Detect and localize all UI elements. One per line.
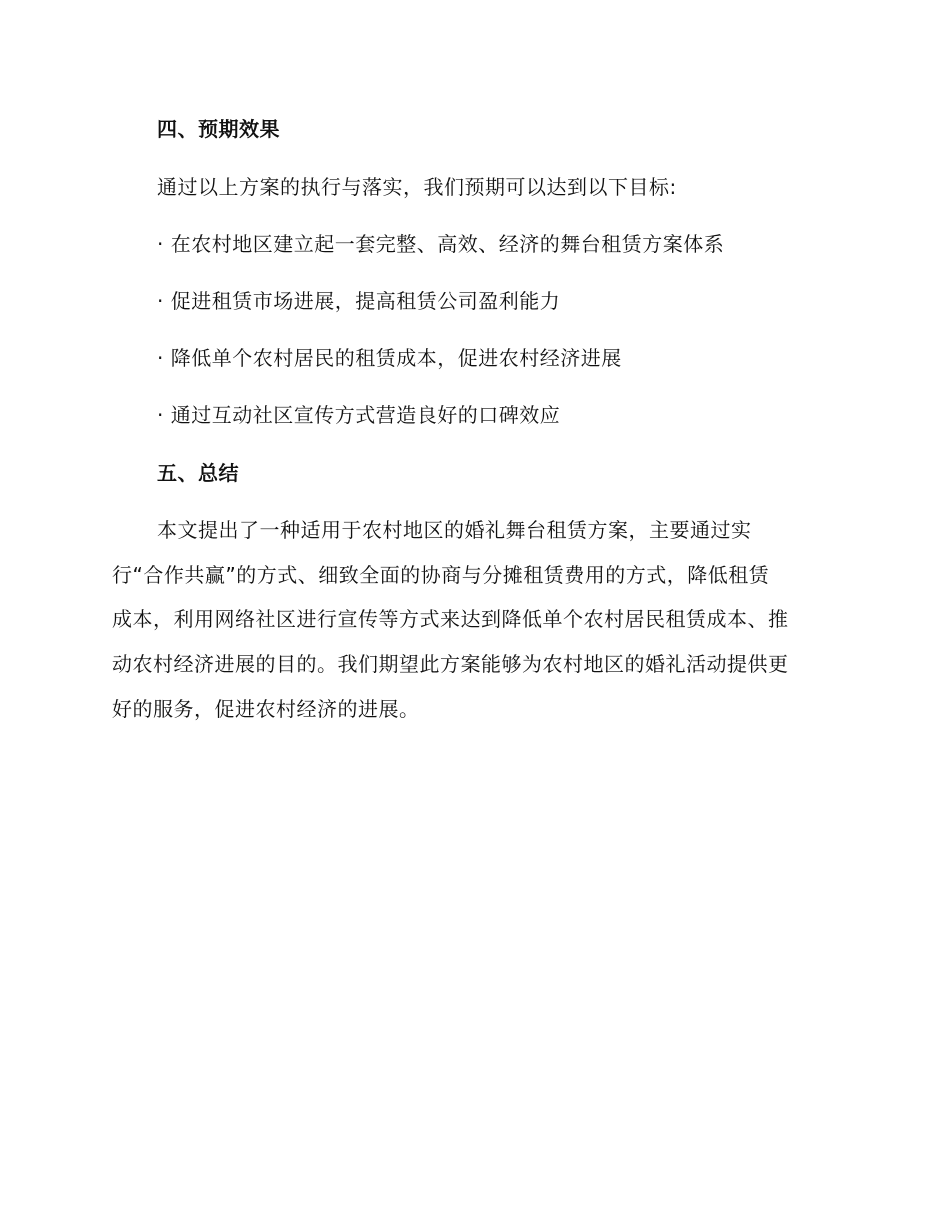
paragraph-line: 好的服务，促进农村经济的进展。 <box>112 697 420 721</box>
section-heading-summary: 五、总结 <box>157 461 239 485</box>
paragraph-line: 动农村经济进展的目的。我们期望此方案能够为农村地区的婚礼活动提供更 <box>112 652 789 676</box>
bullet-item: · 促进租赁市场进展，提高租赁公司盈利能力 <box>157 289 561 313</box>
paragraph-line: 行“合作共赢”的方式、细致全面的协商与分摊租赁费用的方式，降低租赁 <box>112 563 770 587</box>
paragraph-line: 本文提出了一种适用于农村地区的婚礼舞台租赁方案，主要通过实 <box>157 518 752 542</box>
section-heading-expected-results: 四、预期效果 <box>157 117 280 141</box>
bullet-item: · 在农村地区建立起一套完整、高效、经济的舞台租赁方案体系 <box>157 232 725 256</box>
paragraph-line: 成本，利用网络社区进行宣传等方式来达到降低单个农村居民租赁成本、推 <box>112 607 789 631</box>
bullet-item: · 降低单个农村居民的租赁成本，促进农村经济进展 <box>157 346 622 370</box>
section-intro-text: 通过以上方案的执行与落实，我们预期可以达到以下目标: <box>157 175 677 199</box>
bullet-item: · 通过互动社区宣传方式营造良好的口碑效应 <box>157 403 561 427</box>
